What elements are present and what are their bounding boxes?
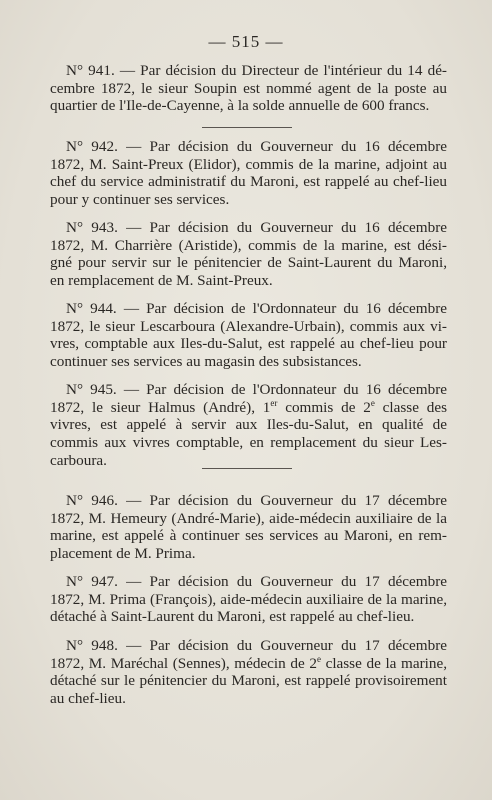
entry-line: N° 948. — Par décision du Gouverneur du 17 décembre	[66, 637, 447, 654]
entry-946	[50, 492, 447, 563]
entry-943	[50, 219, 447, 290]
entry-line: en remplacement de M. Saint-Preux.	[50, 272, 273, 290]
entry-942	[50, 138, 447, 209]
entry-line: cembre 1872, le sieur Soupin est nommé agent de la poste au	[50, 79, 447, 97]
entry-line: N° 944. — Par décision de l'Ordonnateur du 16 décembre	[66, 300, 447, 317]
entry-line: N° 947. — Par décision du Gouverneur du 17 décembre	[66, 573, 447, 590]
page-number: — 515 —	[208, 32, 284, 51]
entry-line: N° 943. — Par décision du Gouverneur du 16 décembre	[66, 219, 447, 236]
separator-rule	[202, 127, 292, 128]
entry-line: placement de M. Prima.	[50, 545, 196, 563]
entry-line: continuer ses services au magasin des subsistances.	[50, 353, 362, 371]
entry-line: 1872, M. Maréchal (Sennes), médecin de 2e classe de la marine,	[50, 653, 447, 672]
entry-line: 1872, le sieur Lescarboura (Alexandre-Urbain), commis aux vi-	[50, 317, 447, 335]
entry-line: N° 945. — Par décision de l'Ordonnateur du 16 décembre	[66, 381, 447, 398]
entry-945	[50, 381, 447, 470]
entry-line: N° 946. — Par décision du Gouverneur du 17 décembre	[66, 492, 447, 509]
entry-line: N° 941. — Par décision du Directeur de l'intérieur du 14 dé-	[66, 62, 447, 79]
separator-rule	[202, 468, 292, 469]
entry-line: 1872, M. Prima (François), aide-médecin auxiliaire de la marine,	[50, 590, 447, 608]
entry-944	[50, 300, 447, 371]
entry-948	[50, 637, 447, 708]
entry-line: vivres, est appelé à servir aux Iles-du-Salut, en qualité de	[50, 416, 447, 434]
entry-line: pour y continuer ses services.	[50, 191, 230, 209]
entry-line: 1872, M. Saint-Preux (Elidor), commis de la marine, adjoint au	[50, 155, 447, 173]
entry-line: commis aux vivres comptable, en remplacement du sieur Les-	[50, 434, 447, 452]
entry-line: marine, est appelé à continuer ses services au Maroni, en rem-	[50, 527, 447, 545]
entry-line: 1872, M. Hemeury (André-Marie), aide-médecin auxiliaire de la	[50, 509, 447, 527]
entry-line: quartier de l'Ile-de-Cayenne, à la solde annuelle de 600 francs.	[50, 97, 430, 115]
entry-line: au chef-lieu.	[50, 690, 126, 708]
entry-line: gné pour servir sur le pénitencier de Saint-Laurent du Maroni,	[50, 254, 447, 272]
entry-line: N° 942. — Par décision du Gouverneur du 16 décembre	[66, 138, 447, 155]
entry-line: détaché à Saint-Laurent du Maroni, est rappelé au chef-lieu.	[50, 608, 415, 626]
entry-947	[50, 573, 447, 626]
entry-line: détaché sur le pénitencier du Maroni, est rappelé provisoirement	[50, 672, 447, 690]
entry-line: chef du service administratif du Maroni, est rappelé au chef-lieu	[50, 173, 447, 191]
entry-line: 1872, le sieur Halmus (André), 1er commis de 2e classe des	[50, 397, 447, 416]
entry-line: carboura.	[50, 451, 107, 469]
entry-line: vres, comptable aux Iles-du-Salut, est rappelé au chef-lieu pour	[50, 335, 447, 353]
entry-941	[50, 62, 447, 115]
entry-line: 1872, M. Charrière (Aristide), commis de la marine, est dési-	[50, 236, 447, 254]
